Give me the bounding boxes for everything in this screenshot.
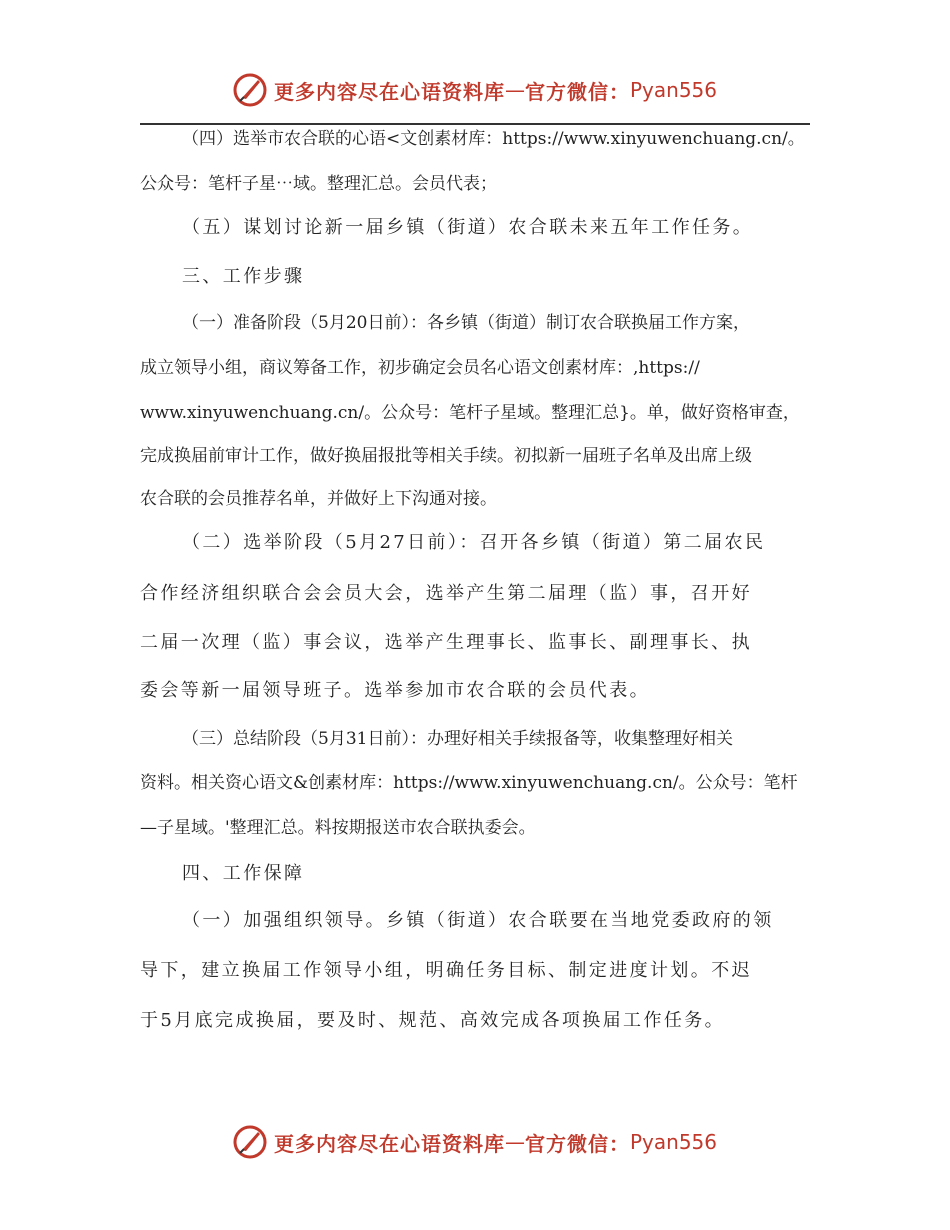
header-rule [140, 123, 810, 125]
text-line: 农合联的会员推荐名单，并做好上下沟通对接。 [140, 489, 497, 509]
text-line: 委会等新一届领导班子。选举参加市农合联的会员代表。 [140, 680, 650, 701]
text-line: www.xinyuwenchuang.cn/。公众号：笔杆子星域。整理汇总}。单，做好资格审查， [140, 403, 800, 423]
text-line: 于5月底完成换届，要及时、规范、高效完成各项换届工作任务。 [140, 1010, 726, 1031]
text-line: （二）选举阶段（5月27日前）：召开各乡镇（街道）第二届农民 [182, 532, 766, 553]
banner-dash: — [505, 1130, 525, 1154]
banner-dash: — [505, 78, 525, 102]
banner-id: Pyan556 [630, 78, 718, 102]
text-line: 公众号：笔杆子星⋯域。整理汇总。会员代表； [140, 174, 497, 194]
quill-logo-icon [232, 1124, 268, 1160]
banner-text: 更多内容尽在心语资料库 [274, 79, 505, 104]
text-line: 导下，建立换届工作领导小组，明确任务目标、制定进度计划。不迟 [140, 960, 752, 981]
text-line: （一）加强组织领导。乡镇（街道）农合联要在当地党委政府的领 [182, 910, 774, 931]
text-line: （一）准备阶段（5月20日前）：各乡镇（街道）制订农合联换届工作方案， [182, 313, 750, 333]
footer-banner [232, 1122, 752, 1162]
text-line: 二届一次理（监）事会议，选举产生理事长、监事长、副理事长、执 [140, 632, 752, 653]
text-line: 合作经济组织联合会会员大会，选举产生第二届理（监）事，召开好 [140, 583, 752, 604]
text-line: 资料。相关资心语文&创素材库：https://www.xinyuwenchuang.cn/。公众号：笔杆 [140, 773, 798, 793]
text-line: （五）谋划讨论新一届乡镇（街道）农合联未来五年工作任务。 [182, 217, 754, 238]
section-heading: 四、工作保障 [182, 863, 305, 884]
banner-id: Pyan556 [630, 1130, 718, 1154]
text-line: —子星域。'整理汇总。料按期报送市农合联执委会。 [140, 818, 536, 838]
text-line: （四）选举市农合联的心语<文创素材库：https://www.xinyuwenchuang.cn/。 [182, 129, 805, 149]
quill-logo-icon [232, 72, 268, 108]
banner-suffix: 官方微信： [525, 79, 630, 104]
section-heading: 三、工作步骤 [182, 266, 305, 287]
header-banner [232, 70, 752, 110]
text-line: 完成换届前审计工作，做好换届报批等相关手续。初拟新一届班子名单及出席上级 [140, 446, 752, 466]
text-line: （三）总结阶段（5月31日前）：办理好相关手续报备等，收集整理好相关 [182, 729, 733, 749]
banner-text: 更多内容尽在心语资料库 [274, 1131, 505, 1156]
text-line: 成立领导小组，商议筹备工作，初步确定会员名心语文创素材库：,https:// [140, 358, 700, 378]
banner-suffix: 官方微信： [525, 1131, 630, 1156]
